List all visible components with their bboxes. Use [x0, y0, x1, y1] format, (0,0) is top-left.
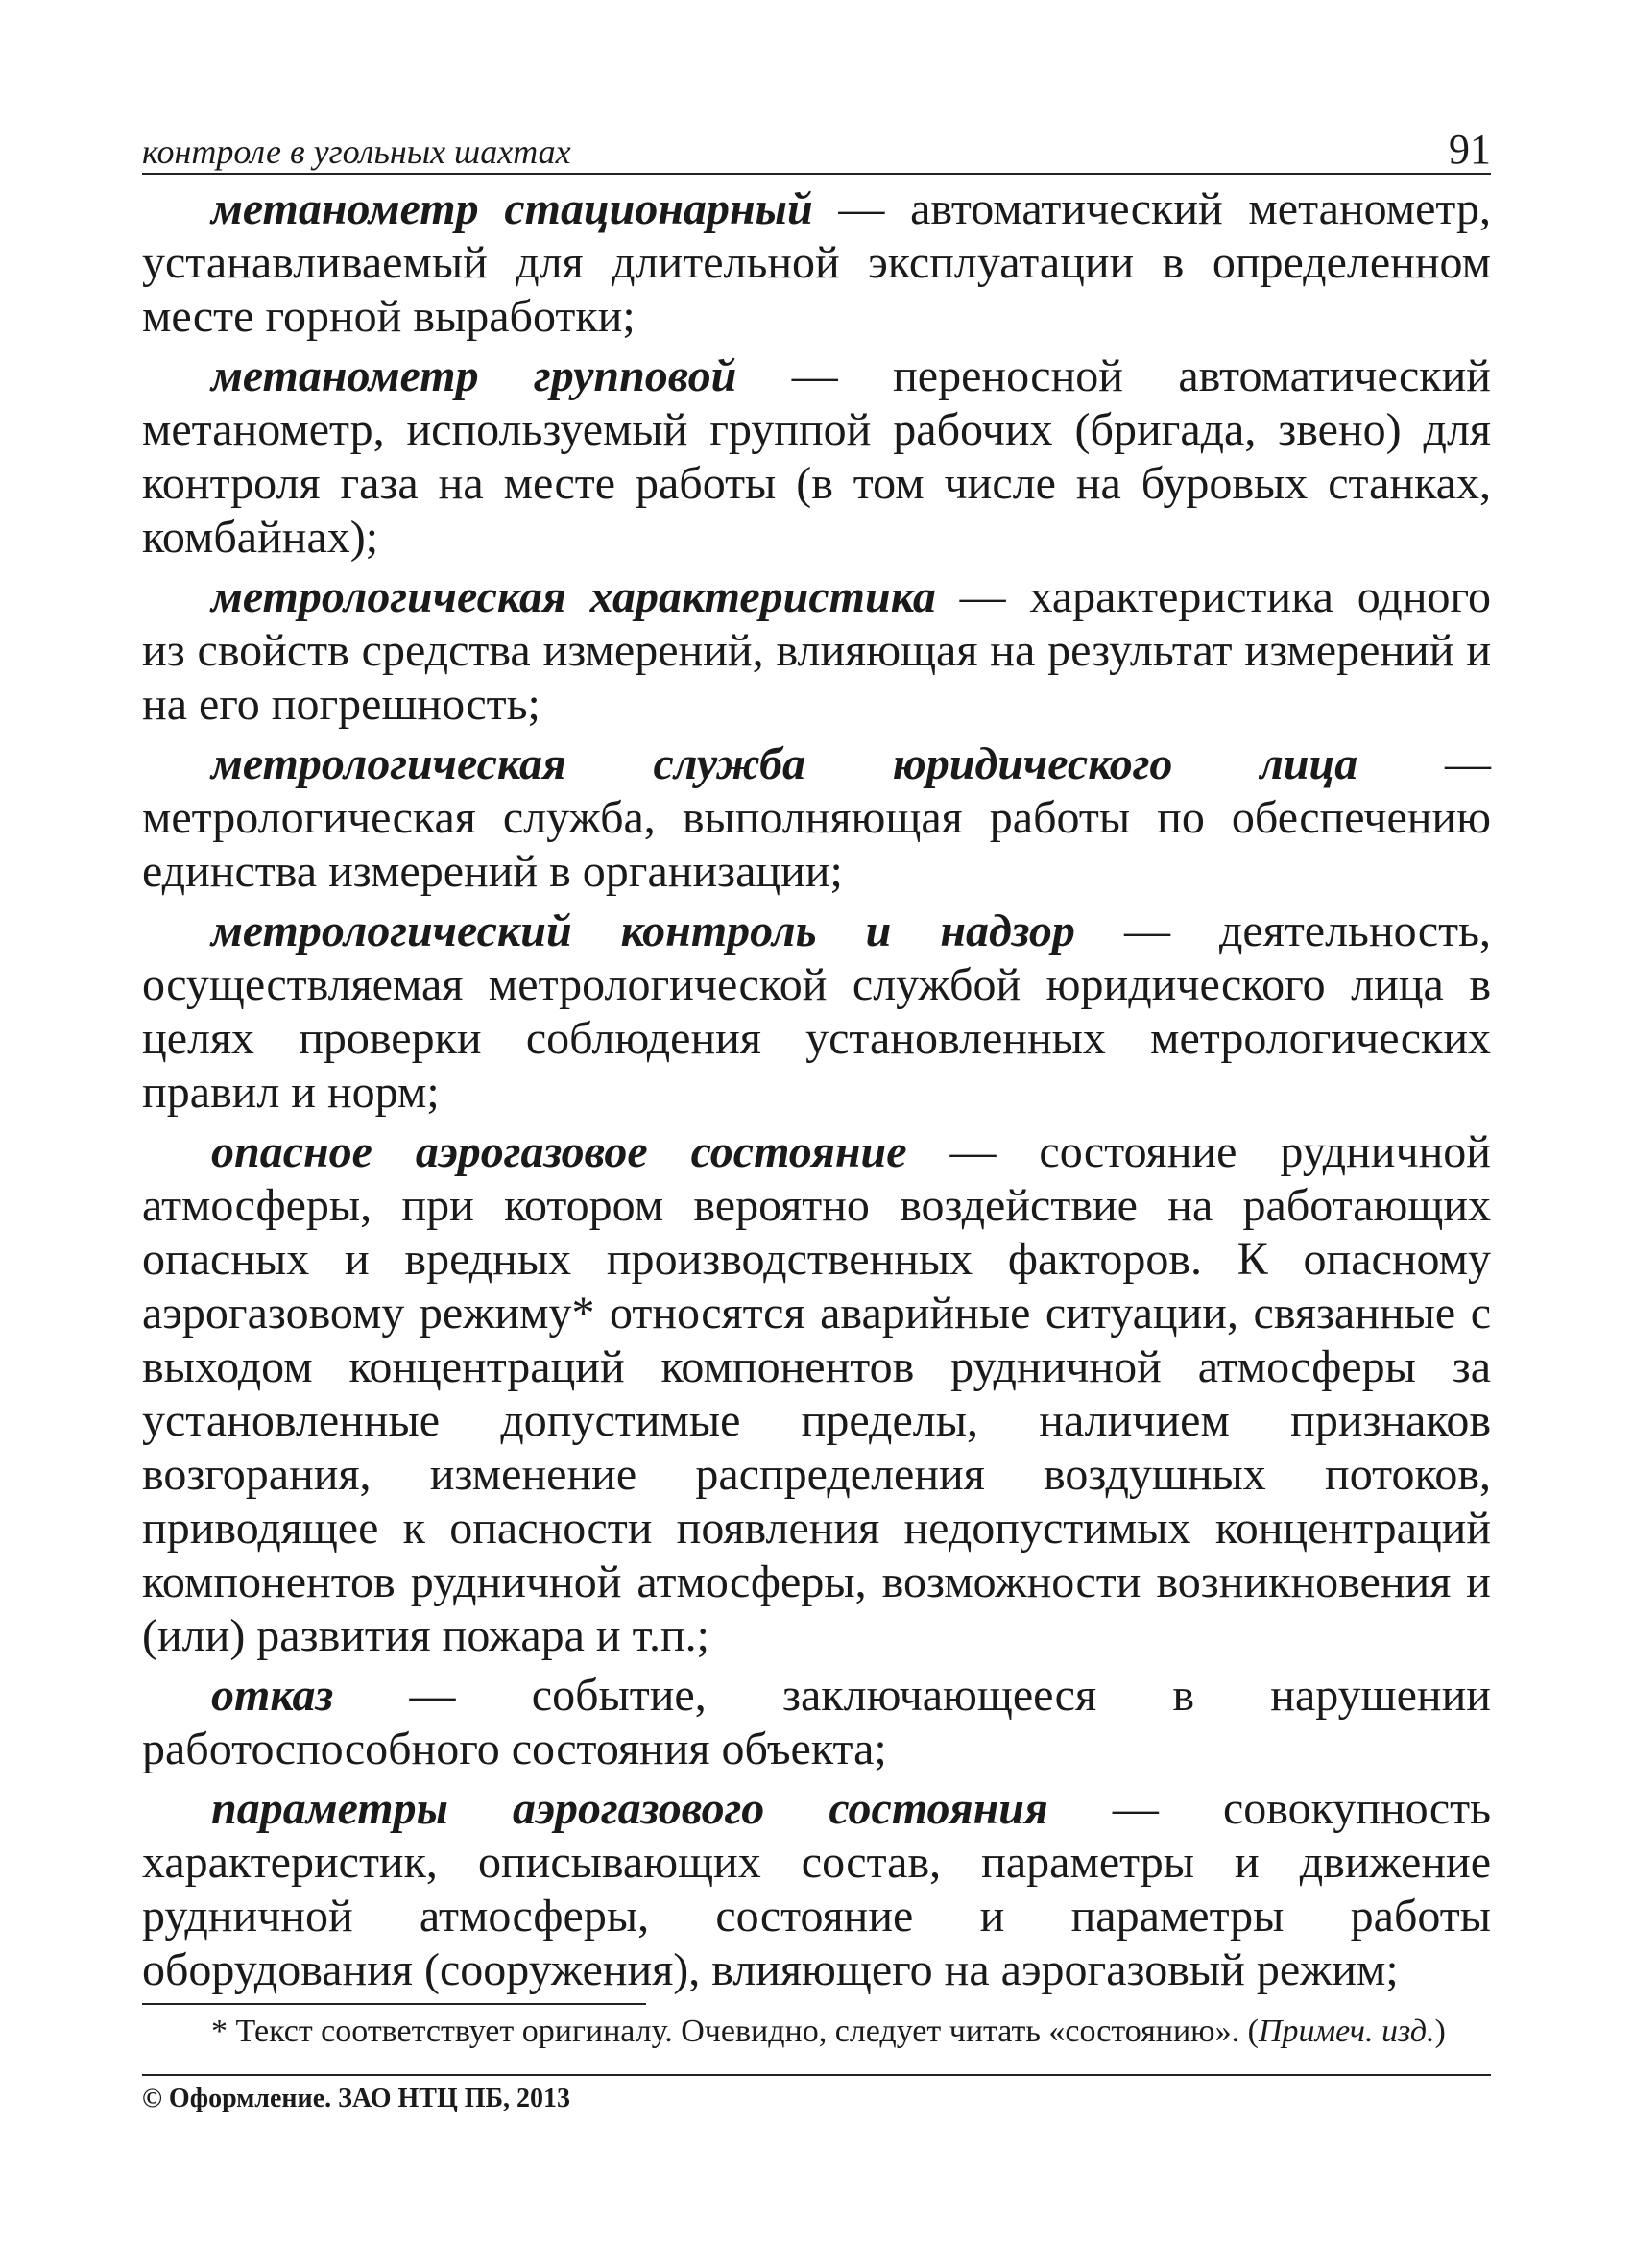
- page-number: 91: [1449, 126, 1491, 173]
- entry-definition: — характеристика одного из свойств средства измерений, влияющая на результат измерений и на его погрешность;: [142, 571, 1491, 730]
- entry-term: опасное аэрогазовое состояние: [211, 1126, 907, 1177]
- entry-term: метрологическая характеристика: [211, 571, 936, 622]
- entry-term: метанометр групповой: [211, 350, 737, 401]
- entry-term: метрологический контроль и надзор: [211, 905, 1075, 956]
- entry-term: метанометр стационарный: [211, 183, 813, 234]
- running-header: [142, 113, 1491, 175]
- entry-term: метрологическая служба юридического лица: [211, 738, 1358, 789]
- footnote-label: Примеч. изд.: [1258, 2014, 1435, 2049]
- running-title: контроле в угольных шахтах: [142, 133, 571, 171]
- glossary-entry: [142, 905, 1491, 1120]
- glossary-entry: [142, 1125, 1491, 1663]
- glossary-entry: [142, 182, 1491, 344]
- entry-definition: — метрологическая служба, выполняющая работы по обеспечению единства измерений в организации;: [142, 738, 1491, 897]
- glossary-entry: [142, 737, 1491, 899]
- colophon: © Оформление. ЗАО НТЦ ПБ, 2013: [142, 2084, 571, 2113]
- entry-definition: — переносной автоматический метанометр, используемый группой рабочих (бригада, звено) для контроля газа на месте работы (в том числе на буровых станках, комбайнах);: [142, 350, 1491, 563]
- page: [142, 113, 1491, 2116]
- entry-term: параметры аэрогазового состояния: [211, 1783, 1048, 1834]
- entry-definition: — автоматический метанометр, устанавливаемый для длительной эксплуатации в определенном месте горной выработки;: [142, 183, 1491, 342]
- glossary-entry: [142, 350, 1491, 565]
- footnote-close: ): [1434, 2014, 1446, 2049]
- footnote-divider: [142, 2003, 646, 2005]
- entry-definition: — состояние рудничной атмосферы, при котором вероятно воздействие на работающих опасных и вредных производственных факторов. К опасному аэрогазовому режиму* относятся аварийные ситуации, связанные с выходом концентраций компонентов рудничной атмосферы за установленные допустимые пределы, наличием признаков возгорания, изменение распределения воздушных потоков, приводящее к опасности появления недопустимых концентраций компонентов рудничной атмосферы, возможности возникновения и (или) развития пожара и т.п.;: [142, 1126, 1491, 1661]
- entry-definition: — совокупность характеристик, описывающих состав, параметры и движение рудничной атмосферы, состояние и параметры работы оборудования (сооружения), влияющего на аэрогазовый режим;: [142, 1783, 1491, 1995]
- glossary-entry: [142, 570, 1491, 732]
- footnote: [142, 2011, 1491, 2053]
- glossary-entry: [142, 1669, 1491, 1776]
- glossary-body: [142, 182, 1491, 1997]
- entry-term: отказ: [211, 1670, 334, 1721]
- footnote-text: * Текст соответствует оригиналу. Очевидно, следует читать «состоянию». (: [211, 2014, 1259, 2049]
- entry-definition: — событие, заключающееся в нарушении работоспособного состояния объекта;: [142, 1670, 1491, 1774]
- colophon-divider: [142, 2074, 1491, 2076]
- glossary-entry: [142, 1782, 1491, 1997]
- entry-definition: — деятельность, осуществляемая метрологической службой юридического лица в целях проверки соблюдения установленных метрологических правил и норм;: [142, 905, 1491, 1118]
